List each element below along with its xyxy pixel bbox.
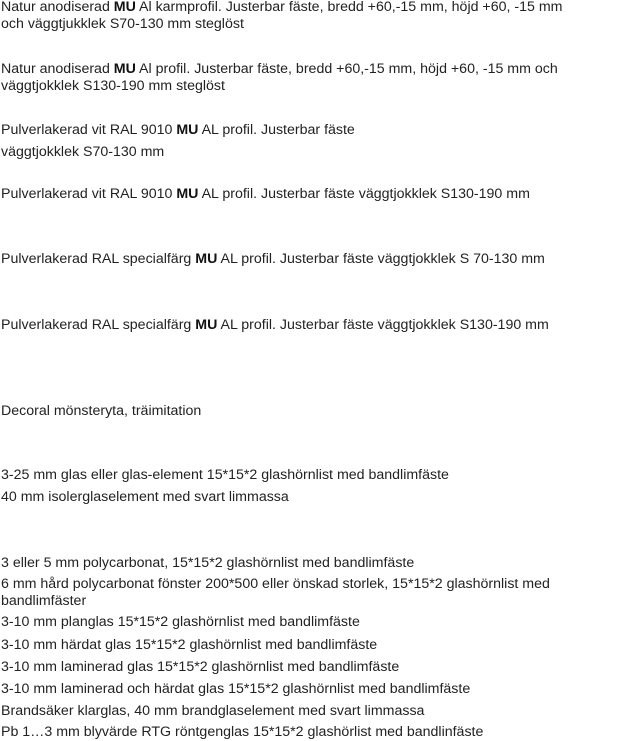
text-line: Pulverlakerad vit RAL 9010 MU AL profil. Justerbar fäste bbox=[1, 122, 355, 138]
text-line: 3-10 mm härdat glas 15*15*2 glashörnlist med bandlimfäste bbox=[1, 637, 378, 653]
text-line: Natur anodiserad MU Al karmprofil. Justerbar fäste, bredd +60,-15 mm, höjd +60, -15 mm bbox=[1, 0, 563, 15]
text-line: bandlimfäster bbox=[1, 593, 87, 609]
text-line: 3-10 mm laminerad glas 15*15*2 glashörnlist med bandlimfäste bbox=[1, 659, 400, 675]
text-line: och väggtjukklek S70-130 mm steglöst bbox=[1, 16, 244, 32]
text-line: Natur anodiserad MU Al profil. Justerbar fäste, bredd +60,-15 mm, höjd +60, -15 mm och bbox=[1, 61, 558, 77]
text-line: Pulverlakerad vit RAL 9010 MU AL profil. Justerbar fäste väggtjokklek S130-190 mm bbox=[1, 186, 530, 202]
text-line: Pulverlakerad RAL specialfärg MU AL profil. Justerbar fäste väggtjokklek S 70-130 mm bbox=[1, 251, 545, 267]
text-line: Pulverlakerad RAL specialfärg MU AL profil. Justerbar fäste väggtjokklek S130-190 mm bbox=[1, 317, 549, 333]
text-line: Brandsäker klarglas, 40 mm brandglaselement med svart limmassa bbox=[1, 703, 425, 719]
text-line: 40 mm isolerglaselement med svart limmassa bbox=[1, 489, 289, 505]
text-line: Decoral mönsteryta, träimitation bbox=[1, 403, 202, 419]
text-line: 3 eller 5 mm polycarbonat, 15*15*2 glashörnlist med bandlimfäste bbox=[1, 555, 415, 571]
text-line: väggtjokklek S70-130 mm bbox=[1, 144, 165, 160]
text-line: 6 mm hård polycarbonat fönster 200*500 eller önskad storlek, 15*15*2 glashörnlist med bbox=[1, 576, 550, 592]
text-line: 3-10 mm laminerad och härdat glas 15*15*2 glashörnlist med bandlimfäste bbox=[1, 681, 471, 697]
text-line: 3-25 mm glas eller glas-element 15*15*2 glashörnlist med bandlimfäste bbox=[1, 467, 449, 483]
text-line: 3-10 mm planglas 15*15*2 glashörnlist med bandlimfäste bbox=[1, 614, 360, 630]
text-line: Pb 1…3 mm blyvärde RTG röntgenglas 15*15*2 glashörlist med bandlinfäste bbox=[1, 724, 484, 740]
text-line: väggtjokklek S130-190 mm steglöst bbox=[1, 78, 225, 94]
